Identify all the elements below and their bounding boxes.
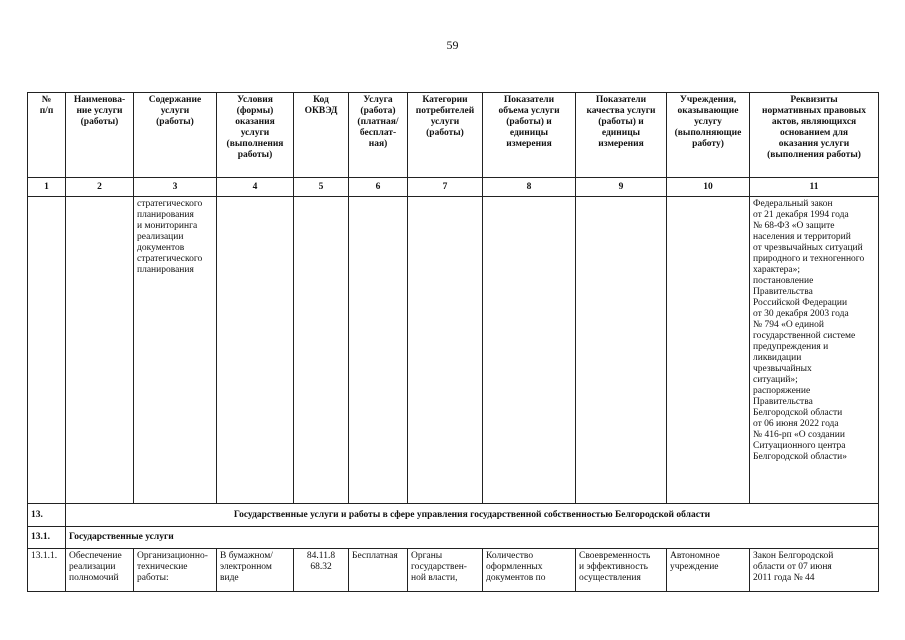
header-okved: Код ОКВЭД bbox=[294, 93, 349, 178]
header-legal-requisites: Реквизиты нормативных правовых актов, являющихся основанием для оказания услуги (выполнения работы) bbox=[750, 93, 879, 178]
continuation-row bbox=[28, 197, 879, 504]
column-number: 1 bbox=[28, 178, 66, 197]
subsection-title: Государственные услуги bbox=[66, 527, 879, 549]
header-row bbox=[28, 93, 879, 178]
column-number: 8 bbox=[483, 178, 576, 197]
service-number: 13.1.1. bbox=[28, 549, 66, 592]
subsection-number: 13.1. bbox=[28, 527, 66, 549]
table-cell bbox=[28, 197, 66, 504]
service-paid-free: Бесплатная bbox=[349, 549, 408, 592]
legal-requisites-cell: Федеральный закон от 21 декабря 1994 года № 68-ФЗ «О защите населения и территорий от чрезвычайных ситуаций природного и техногенного характера»; постановление Правительства Российской Федерации от 30 декабря 2003 года № 794 «О единой государственной системе предупреждения и ликвидации чрезвычайных ситуаций»; распоряжение Правительства Белгородской области от 06 июня 2022 года № 416-рп «О создании Ситуационного центра Белгородской области» bbox=[750, 197, 879, 504]
table-cell bbox=[66, 197, 134, 504]
column-number: 10 bbox=[667, 178, 750, 197]
header-paid-free: Услуга (работа) (платная/ бесплат- ная) bbox=[349, 93, 408, 178]
header-conditions: Условия (формы) оказания услуги (выполнения работы) bbox=[217, 93, 294, 178]
service-content: Организационно- технические работы: bbox=[134, 549, 217, 592]
table-cell bbox=[349, 197, 408, 504]
service-content-cell: стратегического планирования и мониторинга реализации документов стратегического планирования bbox=[134, 197, 217, 504]
header-service-content: Содержание услуги (работы) bbox=[134, 93, 217, 178]
service-volume: Количество оформленных документов по bbox=[483, 549, 576, 592]
service-row bbox=[28, 549, 879, 592]
column-number: 7 bbox=[408, 178, 483, 197]
service-requisites: Закон Белгородской области от 07 июня 2011 года № 44 bbox=[750, 549, 879, 592]
table-cell bbox=[483, 197, 576, 504]
service-quality: Своевременность и эффективность осуществления bbox=[576, 549, 667, 592]
section-title: Государственные услуги и работы в сфере управления государственной собственностью Белгородской области bbox=[66, 504, 879, 527]
header-institutions: Учреждения, оказывающие услугу (выполняющие работу) bbox=[667, 93, 750, 178]
section-row bbox=[28, 504, 879, 527]
service-consumers: Органы государствен- ной власти, bbox=[408, 549, 483, 592]
column-number: 2 bbox=[66, 178, 134, 197]
service-okved: 84.11.8 68.32 bbox=[294, 549, 349, 592]
header-number: № п/п bbox=[28, 93, 66, 178]
header-quality-indicators: Показатели качества услуги (работы) и единицы измерения bbox=[576, 93, 667, 178]
table-cell bbox=[576, 197, 667, 504]
service-institution: Автономное учреждение bbox=[667, 549, 750, 592]
services-table bbox=[27, 92, 879, 592]
column-number: 6 bbox=[349, 178, 408, 197]
column-number: 11 bbox=[750, 178, 879, 197]
table-cell bbox=[294, 197, 349, 504]
column-number-row bbox=[28, 178, 879, 197]
table-cell bbox=[217, 197, 294, 504]
service-name: Обеспечение реализации полномочий bbox=[66, 549, 134, 592]
column-number: 9 bbox=[576, 178, 667, 197]
column-number: 3 bbox=[134, 178, 217, 197]
column-number: 4 bbox=[217, 178, 294, 197]
section-number: 13. bbox=[28, 504, 66, 527]
page-number: 59 bbox=[446, 38, 459, 52]
column-number: 5 bbox=[294, 178, 349, 197]
table-cell bbox=[667, 197, 750, 504]
table-cell bbox=[408, 197, 483, 504]
subsection-row bbox=[28, 527, 879, 549]
header-volume-indicators: Показатели объема услуги (работы) и единицы измерения bbox=[483, 93, 576, 178]
header-service-name: Наименова- ние услуги (работы) bbox=[66, 93, 134, 178]
header-consumers: Категории потребителей услуги (работы) bbox=[408, 93, 483, 178]
service-conditions: В бумажном/ электронном виде bbox=[217, 549, 294, 592]
